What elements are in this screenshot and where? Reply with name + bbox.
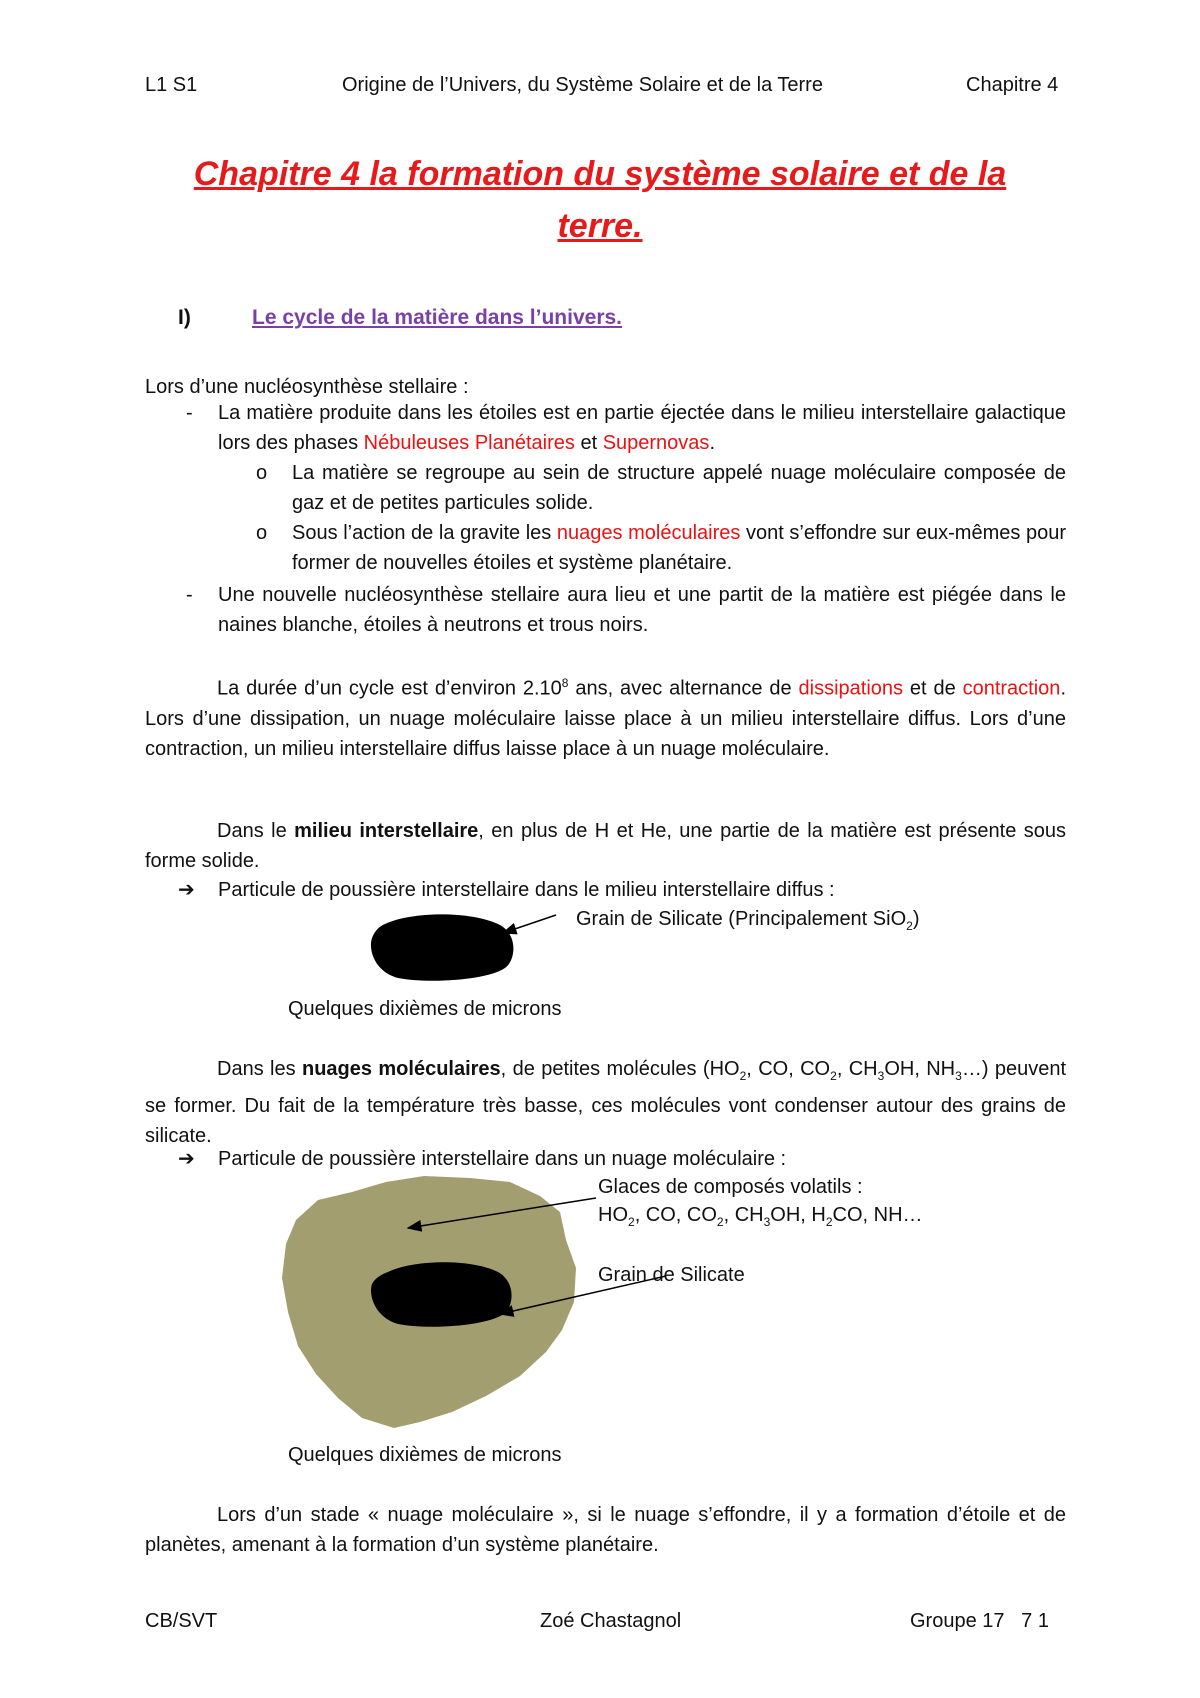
fig1-label-sub: 2: [906, 919, 913, 933]
term-contraction: contraction: [962, 677, 1061, 700]
arrow-right-icon: ➔: [178, 1148, 195, 1170]
bullet-marker: -: [186, 584, 193, 606]
term-nuages-moleculaires-bold: nuages moléculaires: [302, 1058, 501, 1080]
fig1-pointer-arrow: [503, 915, 556, 933]
para2-b: , en plus de H et He, une partie de la matière est présente sous forme solide.: [145, 820, 1066, 872]
para2-a: Dans le: [217, 820, 295, 842]
fig2-l2-s4: 2: [825, 1215, 833, 1229]
fig2-l2-d: OH, H: [770, 1204, 826, 1226]
term-supernovas: Supernovas: [602, 432, 710, 454]
arrow-item-1-text: Particule de poussière interstellaire dans le milieu interstellaire diffus :: [218, 879, 835, 901]
para3-d: , CH: [836, 1058, 878, 1080]
bullet-2-text: Une nouvelle nucléosynthèse stellaire aura lieu et une partit de la matière est piégée dans le naines blanche, étoiles à neutrons et trous noirs.: [218, 584, 1066, 636]
section-title: Le cycle de la matière dans l’univers.: [252, 306, 623, 329]
term-milieu-interstellaire: milieu interstellaire: [294, 820, 479, 842]
bullet-1-text-a: La matière produite dans les étoiles est en partie éjectée dans le milieu interstellaire galactique lors des phases: [218, 402, 1066, 454]
term-nuages-moleculaires: nuages moléculaires: [556, 522, 741, 544]
fig2-silicate-grain-shape: [371, 1262, 512, 1327]
bullet-1-mid: et: [574, 432, 603, 454]
header-left: L1 S1: [145, 74, 198, 96]
header-right: Chapitre 4: [966, 74, 1059, 96]
header-center: Origine de l’Univers, du Système Solaire et de la Terre: [342, 74, 823, 96]
fig2-caption: Quelques dixièmes de microns: [288, 1444, 562, 1466]
sub-2-text-a: Sous l’action de la gravite les: [292, 522, 557, 544]
fig2-l2-e: CO, NH…: [832, 1204, 923, 1226]
fig2-label-grain: Grain de Silicate: [598, 1264, 745, 1286]
footer-center: Zoé Chastagnol: [540, 1610, 682, 1632]
bullet-1-end: .: [709, 432, 715, 454]
arrow-item-2-text: Particule de poussière interstellaire dans un nuage moléculaire :: [218, 1148, 787, 1170]
para1-a: La durée d’un cycle est d’environ 2.10: [217, 677, 562, 700]
title-line2: terre.: [557, 207, 643, 245]
fig2-l2-s1: 2: [628, 1215, 635, 1229]
fig2-label-ices: Glaces de composés volatils :: [598, 1176, 863, 1198]
sub-2-text-b: vont s’effondre sur eux-mêmes pour former de nouvelles étoiles et système planétaire.: [292, 522, 1067, 574]
fig1-label-b: ): [912, 908, 920, 930]
para3-s1: 2: [739, 1069, 747, 1083]
section-number: I): [178, 306, 191, 329]
fig2-l2-c: , CH: [723, 1204, 764, 1226]
sub-marker: o: [256, 522, 268, 544]
arrow-right-icon: ➔: [178, 879, 195, 901]
footer-right: Groupe 17 7 1: [910, 1610, 1049, 1632]
sub-1-text: La matière se regroupe au sein de structure appelé nuage moléculaire composée de gaz et de petites particules solide.: [292, 462, 1066, 514]
fig1-caption: Quelques dixièmes de microns: [288, 998, 562, 1020]
footer-left: CB/SVT: [145, 1610, 218, 1632]
intro-text: Lors d’une nucléosynthèse stellaire :: [145, 376, 469, 398]
para3-a: Dans les: [217, 1058, 302, 1080]
para3-s4: 3: [955, 1069, 962, 1083]
term-dissipations: dissipations: [798, 677, 904, 700]
para3-b: , de petites molécules (HO: [500, 1058, 740, 1080]
fig2-l2-b: , CO, CO: [634, 1204, 717, 1226]
silicate-grain-shape: [371, 914, 513, 980]
para1-exp: 8: [561, 676, 569, 690]
para1-d: . Lors d’une dissipation, un nuage moléculaire laisse place à un milieu interstellaire diffus. Lors d’une contraction, un milieu interstellaire diffus laisse place à un nuage moléculaire.: [145, 677, 1066, 760]
para3-s2: 2: [830, 1069, 837, 1083]
para3-c: , CO, CO: [746, 1058, 831, 1080]
para1-b: ans, avec alternance de: [568, 677, 799, 700]
term-nebuleuses: Nébuleuses Planétaires: [363, 432, 575, 454]
para1-c: et de: [903, 677, 963, 700]
para3-s3: 3: [877, 1069, 885, 1083]
sub-marker: o: [256, 462, 268, 484]
para3-e: OH, NH: [884, 1058, 956, 1080]
para3-f: …) peuvent se former. Du fait de la température très basse, ces molécules vont condenser autour des grains de silicate.: [145, 1058, 1067, 1147]
fig2-l2-s3: 3: [763, 1215, 771, 1229]
title-line1: Chapitre 4 la formation du système solaire et de la: [193, 155, 1007, 193]
bullet-marker: -: [186, 402, 193, 424]
fig2-l2-s2: 2: [716, 1215, 724, 1229]
paragraph-stade: Lors d’un stade « nuage moléculaire », si le nuage s’effondre, il y a formation d’étoile et de planètes, amenant à la formation d’un système planétaire.: [145, 1504, 1066, 1556]
fig2-l2-a: HO: [598, 1204, 628, 1226]
fig1-label-a: Grain de Silicate (Principalement SiO: [576, 908, 907, 930]
